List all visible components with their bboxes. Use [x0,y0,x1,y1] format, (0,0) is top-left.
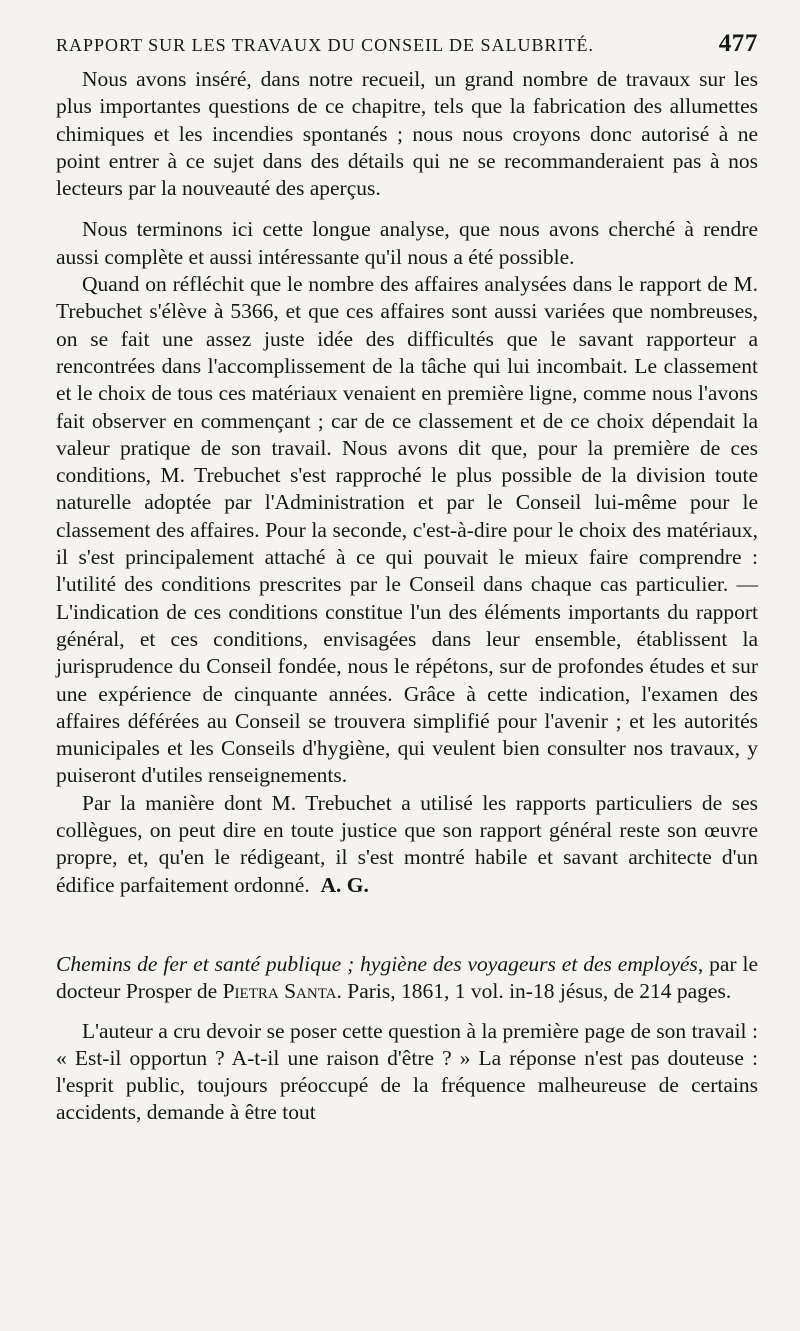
signature: A. G. [320,872,369,897]
paragraph-4 [56,790,758,899]
review-heading [56,951,758,1006]
review-author-name: Pietra Santa [222,979,337,1004]
running-header [56,30,758,58]
running-title: RAPPORT SUR LES TRAVAUX DU CONSEIL DE SALUBRITÉ. [56,35,594,55]
review-author-prefix: , par le docteur Prosper de [56,951,758,1004]
review-publication: . Paris, 1861, 1 vol. in-18 jésus, de 214 pages. [336,979,732,1004]
paragraph-1: Nous avons inséré, dans notre recueil, un grand nombre de travaux sur les plus importantes questions de ce chapitre, tels que la fabrication des allumettes chimiques et les incendies spontanés ; nous nous croyons donc autorisé à ne point entrer à ce sujet dans des détails qui ne se recommanderaient pas à nos lecteurs par la nouveauté des aperçus. [56,67,758,201]
review-paragraph-1: L'auteur a cru devoir se poser cette question à la première page de son travail : « Est-il opportun ? A-t-il une raison d'être ? » La réponse n'est pas douteuse : l'esprit public, toujours préoccupé de la fréquence malheureuse de certains accidents, demande à être tout [56,1018,758,1125]
paragraph-4-text: Par la manière dont M. Trebuchet a utilisé les rapports particuliers de ses collègues, on peut dire en toute justice que son rapport général reste son œuvre propre, et, qu'en le rédigeant, il s'est montré habile et savant architecte d'un édifice parfaitement ordonné. [56,790,758,897]
review-title: Chemins de fer et santé publique ; hygiène des voyageurs et des employés [56,951,698,976]
paragraph-3: Quand on réfléchit que le nombre des affaires analysées dans le rapport de M. Trebuchet s'élève à 5366, et que ces affaires sont aussi variées que nombreuses, on se fait une assez juste idée des difficultés que le savant rapporteur a rencontrées dans l'accomplissement de la tâche qui lui incombait. Le classement et le choix de tous ces matériaux venaient en première ligne, comme nous l'avons fait observer en commençant ; car de ce classement et de ce choix dépendait la valeur pratique de son travail. Nous avons dit que, pour la première de ces conditions, M. Trebuchet s'est rapproché le plus possible de la division toute naturelle adoptée par l'Administration et par le Conseil lui-même pour le classement des affaires. Pour la seconde, c'est-à-dire pour le choix des matériaux, il s'est principalement attaché à ce qui pouvait le mieux faire comprendre : l'utilité des conditions prescrites par le Conseil dans chaque cas particulier. — L'indication de ces conditions constitue l'un des éléments importants du rapport général, et ces conditions, envisagées dans leur ensemble, établissent la jurisprudence du Conseil fondée, nous le répétons, sur de profondes études et sur une expérience de cinquante années. Grâce à cette indication, l'examen des affaires déférées au Conseil se trouvera simplifié pour l'avenir ; et les autorités municipales et les Conseils d'hygiène, qui veulent bien consulter nos travaux, y puiseront d'utiles renseignements. [56,272,758,788]
page-number: 477 [718,30,758,57]
paragraph-2: Nous terminons ici cette longue analyse, que nous avons cherché à rendre aussi complète et aussi intéressante qu'il nous a été possible. [56,217,758,269]
